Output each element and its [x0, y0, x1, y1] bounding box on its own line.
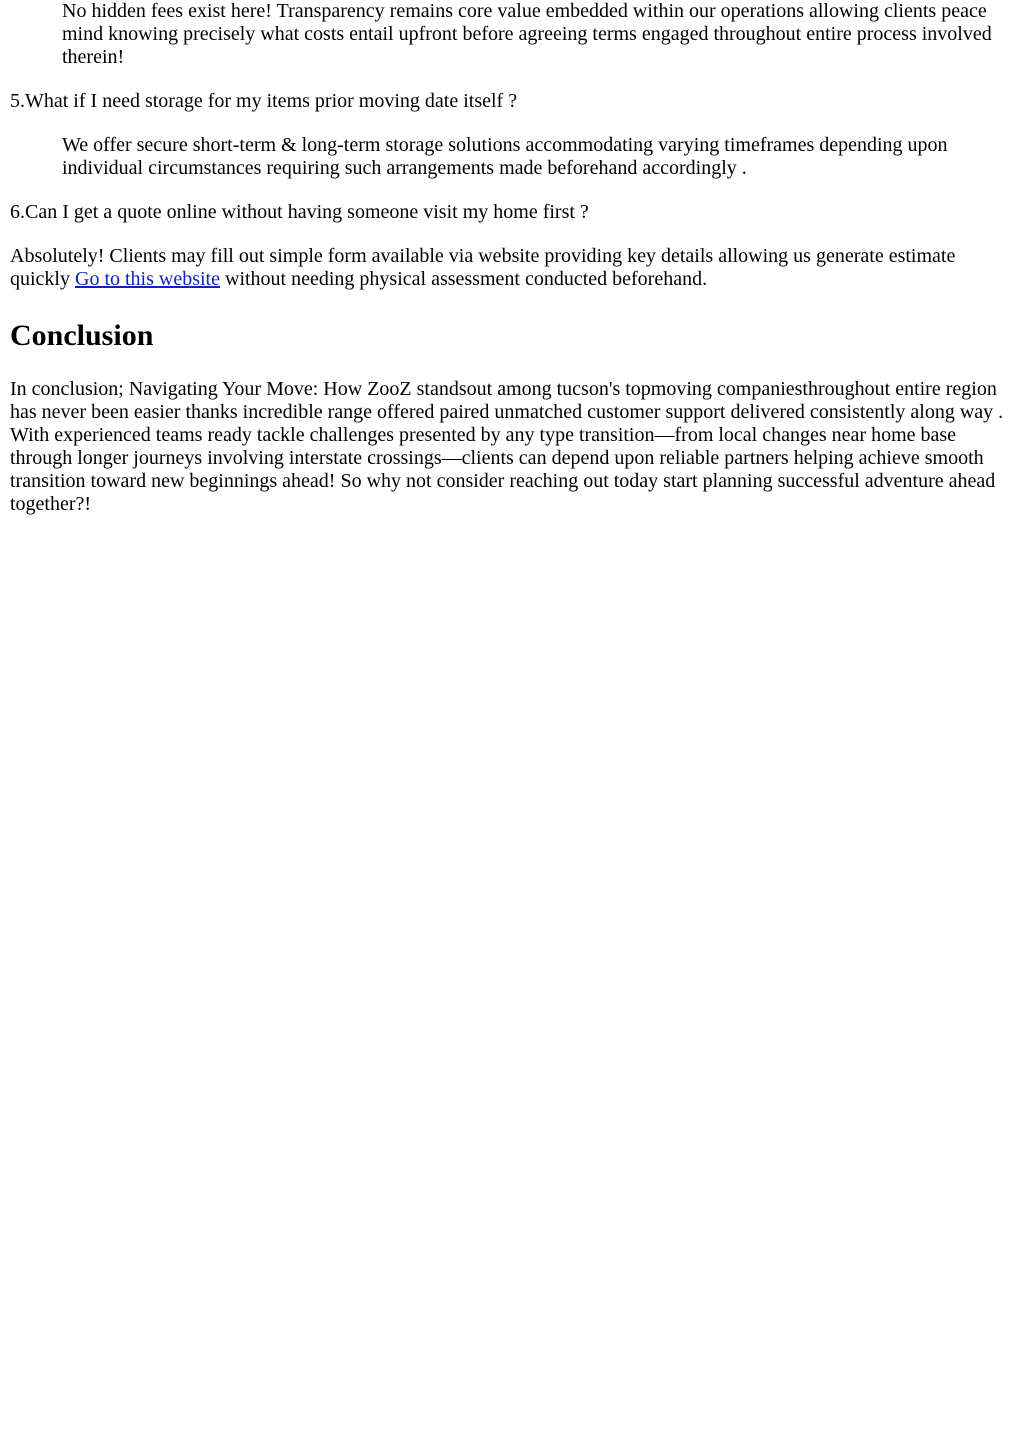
faq-question-5: 5.What if I need storage for my items prior moving date itself ?: [10, 90, 518, 112]
conclusion-heading: Conclusion: [10, 319, 154, 352]
website-link[interactable]: Go to this website: [75, 268, 220, 290]
conclusion-paragraph: In conclusion; Navigating Your Move: How ZooZ standsout among tucson's topmoving companiesthroughout entire region has never been easier thanks incredible range offered paired unmatched customer support delivered consistently along way . With experienced teams ready tackle challenges presented by any type transition—from local changes near home base through longer journeys involving interstate crossings—clients can depend upon reliable partners helping achieve smooth transition toward new beginnings ahead! So why not consider reaching out today start planning successful adventure ahead together?!: [10, 378, 1004, 515]
faq-answer-6-text-end: without needing physical assessment conducted beforehand.: [220, 268, 708, 290]
faq-answer-5: We offer secure short-term & long-term storage solutions accommodating varying timeframes depending upon individual circumstances requiring such arrangements made beforehand accordingly .: [62, 134, 948, 179]
faq-question-6: 6.Can I get a quote online without having someone visit my home first ?: [10, 201, 589, 223]
faq-answer-6-text-start: Absolutely! Clients may fill out simple form available via website providing key details allowing us generate estimate quickly: [10, 245, 956, 290]
faq-answer-6: [10, 245, 1014, 291]
article-body: [0, 0, 1024, 516]
faq-answer-4: No hidden fees exist here! Transparency remains core value embedded within our operations allowing clients peace mind knowing precisely what costs entail upfront before agreeing terms engaged throughout entire process involved therein!: [62, 0, 992, 68]
